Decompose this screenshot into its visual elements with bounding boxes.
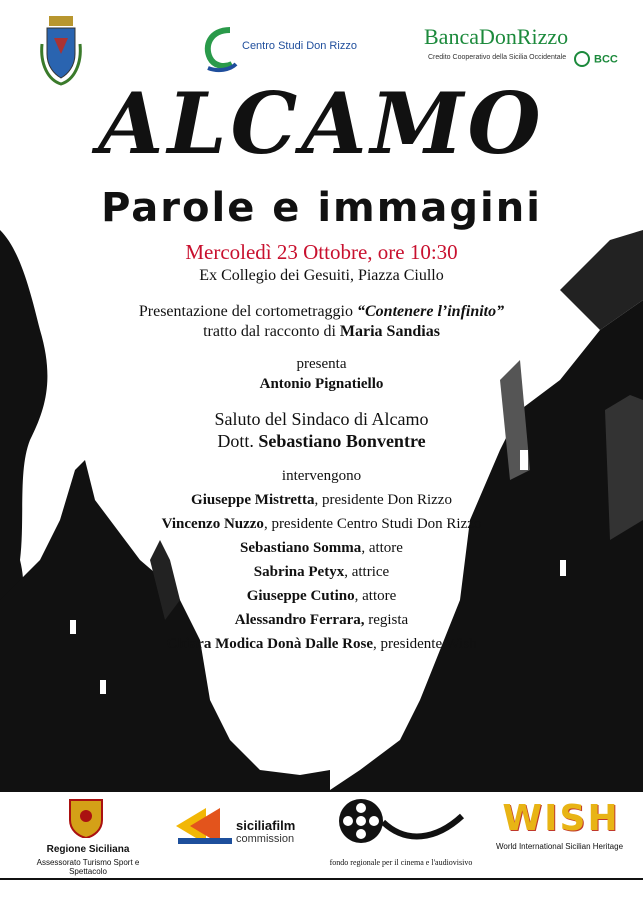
- speaker-name: Vincenzo Nuzzo: [161, 516, 264, 532]
- wish-subtitle: World International Sicilian Heritage: [495, 842, 624, 851]
- alcamo-coat-of-arms-icon: [38, 14, 84, 86]
- saluto-prefix: Dott.: [217, 431, 259, 451]
- event-title: ALCAMO: [98, 74, 545, 173]
- alcamo-coat-of-arms: [38, 14, 84, 86]
- footer-top-rule: [0, 790, 643, 792]
- centro-studi-swirl-icon: [200, 24, 240, 74]
- footer-bottom-rule: [0, 878, 643, 880]
- speaker-name: Alessandro Ferrara,: [234, 612, 365, 628]
- event-date: Mercoledì 23 Ottobre, ore 10:30: [185, 240, 458, 264]
- fondo-regionale-logo: [326, 796, 476, 876]
- speaker-name: Chiara Modica Donà Dalle Rose: [166, 636, 373, 652]
- regione-siciliana-logo: [18, 798, 158, 874]
- presenter-name: Antonio Pignatiello: [259, 376, 384, 392]
- speaker-role: , attrice: [344, 564, 390, 580]
- speaker-role: , presidente Don Rizzo: [314, 492, 452, 508]
- film-commission-sub: commission: [236, 833, 295, 845]
- saluto-line2: [0, 430, 643, 452]
- bcc-label: BCC: [594, 53, 618, 66]
- speaker-name: Sebastiano Somma: [240, 540, 362, 556]
- footer-sponsors: [0, 790, 643, 882]
- speakers-list: [0, 490, 643, 658]
- mayor-name: Sebastiano Bonventre: [258, 431, 426, 451]
- speaker-item: [0, 538, 643, 562]
- regione-subtitle: Assessorato Turismo Sport e Spettacolo: [36, 858, 140, 876]
- source-prefix: tratto dal racconto di: [203, 323, 340, 340]
- sicilia-film-commission-logo: [176, 804, 306, 860]
- speaker-item: [0, 610, 643, 634]
- bcc-badge: [574, 50, 618, 68]
- speaker-item: [0, 562, 643, 586]
- wish-logo: [492, 798, 627, 868]
- intervengono-label: intervengono: [281, 468, 362, 484]
- presentation-prefix: Presentazione del cortometraggio: [138, 303, 357, 320]
- speaker-role: , attore: [361, 540, 403, 556]
- speaker-role: , attore: [354, 588, 397, 604]
- speaker-name: Giuseppe Mistretta: [191, 492, 315, 508]
- speaker-role: regista: [364, 612, 409, 628]
- fondo-label: fondo regionale per il cinema e l'audiovisivo: [329, 858, 473, 867]
- speaker-item: [0, 634, 643, 658]
- speaker-name: Giuseppe Cutino: [246, 588, 355, 604]
- source-author: Maria Sandias: [339, 323, 440, 340]
- bcc-icon: [574, 51, 590, 67]
- presentation-source-line: [0, 322, 643, 342]
- presentation-line: [0, 302, 643, 322]
- event-venue: Ex Collegio dei Gesuiti, Piazza Ciullo: [199, 267, 444, 284]
- centro-studi-logo: [200, 24, 360, 74]
- presenta-label: presenta: [296, 356, 347, 372]
- wish-wordmark: WISH: [502, 798, 620, 839]
- speaker-item: [0, 586, 643, 610]
- regione-siciliana-shield-icon: [68, 798, 104, 838]
- film-title: “Contenere l’infinito”: [357, 303, 505, 320]
- film-commission-arrow-icon: [176, 804, 232, 848]
- banca-tagline: Credito Cooperativo della Sicilia Occidentale: [428, 54, 567, 61]
- speaker-item: [0, 490, 643, 514]
- speaker-item: [0, 514, 643, 538]
- banca-name: BancaDonRizzo: [424, 24, 569, 49]
- speaker-role: , presidente Wish: [372, 636, 477, 652]
- saluto-line1: Saluto del Sindaco di Alcamo: [214, 409, 429, 429]
- speaker-role: , presidente Centro Studi Don Rizzo: [263, 516, 482, 532]
- centro-studi-label: Centro Studi Don Rizzo: [242, 40, 357, 52]
- film-reel-icon: [336, 796, 466, 846]
- film-commission-name: siciliafilm: [236, 818, 296, 833]
- event-subtitle: Parole e immagini: [101, 185, 542, 231]
- regione-title: Regione Siciliana: [46, 844, 130, 855]
- banca-don-rizzo-logo: [424, 24, 624, 74]
- speaker-name: Sabrina Petyx: [253, 564, 345, 580]
